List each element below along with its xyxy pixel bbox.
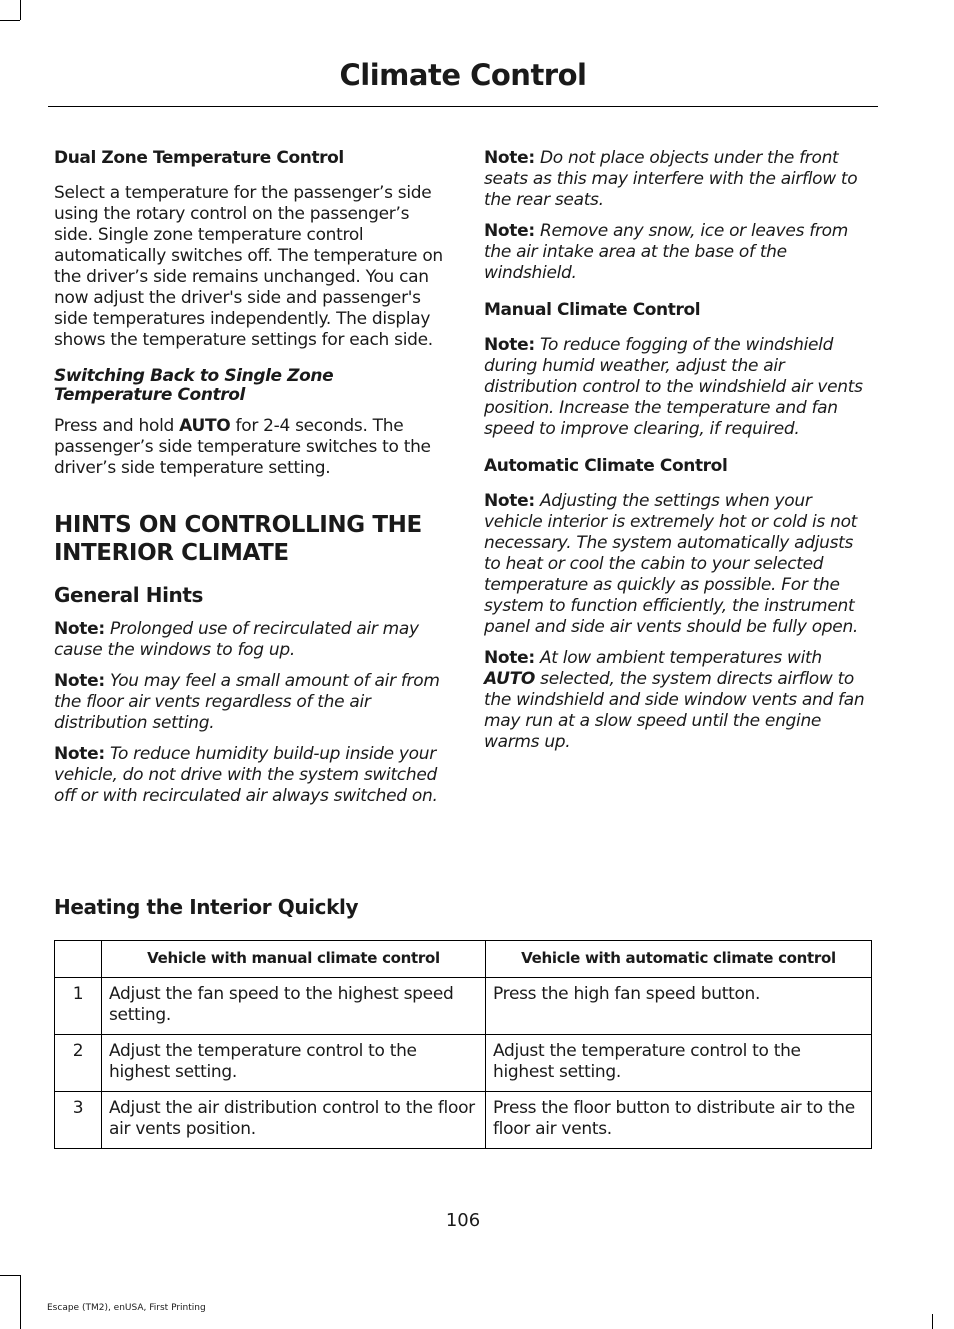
note-text: Prolonged use of recirculated air may cause the windows to fog up.: [54, 619, 419, 660]
header-divider: [48, 106, 878, 107]
note-label: Note:: [484, 335, 535, 355]
manual-climate-heading: Manual Climate Control: [484, 300, 701, 320]
note-label: Note:: [54, 671, 105, 691]
table-row: [55, 978, 872, 1035]
note-text: Do not place objects under the front seats as this may interfere with the airflow to the rear seats.: [484, 148, 858, 210]
note-label: Note:: [484, 491, 535, 511]
table-header-row: [55, 941, 872, 978]
note-air-intake: [484, 221, 874, 284]
crop-mark: [0, 20, 20, 21]
switch-back-heading: Switching Back to Single Zone Temperature Control: [54, 366, 334, 405]
column-header-automatic: Vehicle with automatic climate control: [486, 941, 872, 978]
crop-mark: [20, 0, 21, 20]
table-row: [55, 1092, 872, 1149]
note-fogging: [484, 335, 874, 440]
note-label: Note:: [484, 148, 535, 168]
manual-step: Adjust the temperature control to the highest setting.: [102, 1035, 486, 1092]
note-label: Note:: [484, 648, 535, 668]
step-number: 1: [55, 978, 102, 1035]
crop-mark: [932, 1314, 933, 1329]
manual-step: Adjust the fan speed to the highest speed setting.: [102, 978, 486, 1035]
note-seats: [484, 148, 874, 211]
note-recirculated: [54, 619, 444, 661]
crop-mark: [20, 1275, 21, 1329]
page-number: 106: [445, 1210, 481, 1231]
switch-back-text: Press and hold: [54, 416, 180, 436]
note-text: You may feel a small amount of air from the floor air vents regardless of the air distribution setting.: [54, 671, 440, 733]
note-text-end: selected, the system directs airflow to the windshield and side window vents and fan may run at a slow speed until the engine warms up.: [484, 669, 865, 752]
note-text: To reduce humidity build-up inside your vehicle, do not drive with the system switched off or with recirculated air always switched on.: [54, 744, 438, 806]
page-title: Climate Control: [339, 58, 587, 92]
switch-back-text-end: for 2-4 seconds. The passenger’s side temperature switches to the driver’s side temperature setting.: [54, 416, 431, 478]
note-text: Adjusting the settings when your vehicle interior is extremely hot or cold is not necessary. The system automatically adjusts to heat or cool the cabin to your selected temperature as quickly as possible. For the system to function efficiently, the instrument panel and side air vents should be fully open.: [484, 491, 859, 637]
automatic-step: Press the high fan speed button.: [486, 978, 872, 1035]
dual-zone-heading: Dual Zone Temperature Control: [54, 148, 344, 168]
footer-text: Escape (TM2), enUSA, First Printing: [47, 1303, 206, 1313]
automatic-step: Adjust the temperature control to the highest setting.: [486, 1035, 872, 1092]
automatic-climate-heading: Automatic Climate Control: [484, 456, 728, 476]
heating-steps-table: [54, 940, 872, 1149]
table-row: [55, 1035, 872, 1092]
manual-step: Adjust the air distribution control to the floor air vents position.: [102, 1092, 486, 1149]
step-number: 3: [55, 1092, 102, 1149]
crop-mark: [0, 1275, 20, 1276]
dual-zone-body: Select a temperature for the passenger’s side using the rotary control on the passenger’s side. Single zone temperature control automatically switches off. The temperature on the driver’s side remains unchanged. You can now adjust the driver's side and passenger's side temperatures independently. The display shows the temperature settings for each side.: [54, 183, 443, 350]
automatic-step: Press the floor button to distribute air to the floor air vents.: [486, 1092, 872, 1149]
step-number: 2: [55, 1035, 102, 1092]
heating-table-heading: Heating the Interior Quickly: [54, 895, 359, 919]
note-auto-settings: [484, 491, 874, 638]
note-label: Note:: [54, 619, 105, 639]
note-low-ambient: [484, 648, 874, 753]
switch-back-body: [54, 416, 444, 479]
note-floor-air: [54, 671, 444, 734]
column-header-number: [55, 941, 102, 978]
note-text: To reduce fogging of the windshield during humid weather, adjust the air distribution control to the windshield air vents position. Increase the temperature and fan speed to improve clearing, if required.: [484, 335, 863, 439]
right-column: [484, 148, 874, 763]
note-label: Note:: [54, 744, 105, 764]
auto-key: AUTO: [179, 416, 231, 436]
left-column: [54, 148, 444, 817]
hints-heading: HINTS ON CONTROLLING THE INTERIOR CLIMATE: [54, 512, 422, 566]
note-text: At low ambient temperatures with: [534, 648, 822, 668]
note-humidity: [54, 744, 444, 807]
column-header-manual: Vehicle with manual climate control: [102, 941, 486, 978]
auto-key: AUTO: [484, 669, 536, 689]
general-hints-heading: General Hints: [54, 583, 204, 607]
note-label: Note:: [484, 221, 535, 241]
note-text: Remove any snow, ice or leaves from the air intake area at the base of the windshield.: [484, 221, 848, 283]
